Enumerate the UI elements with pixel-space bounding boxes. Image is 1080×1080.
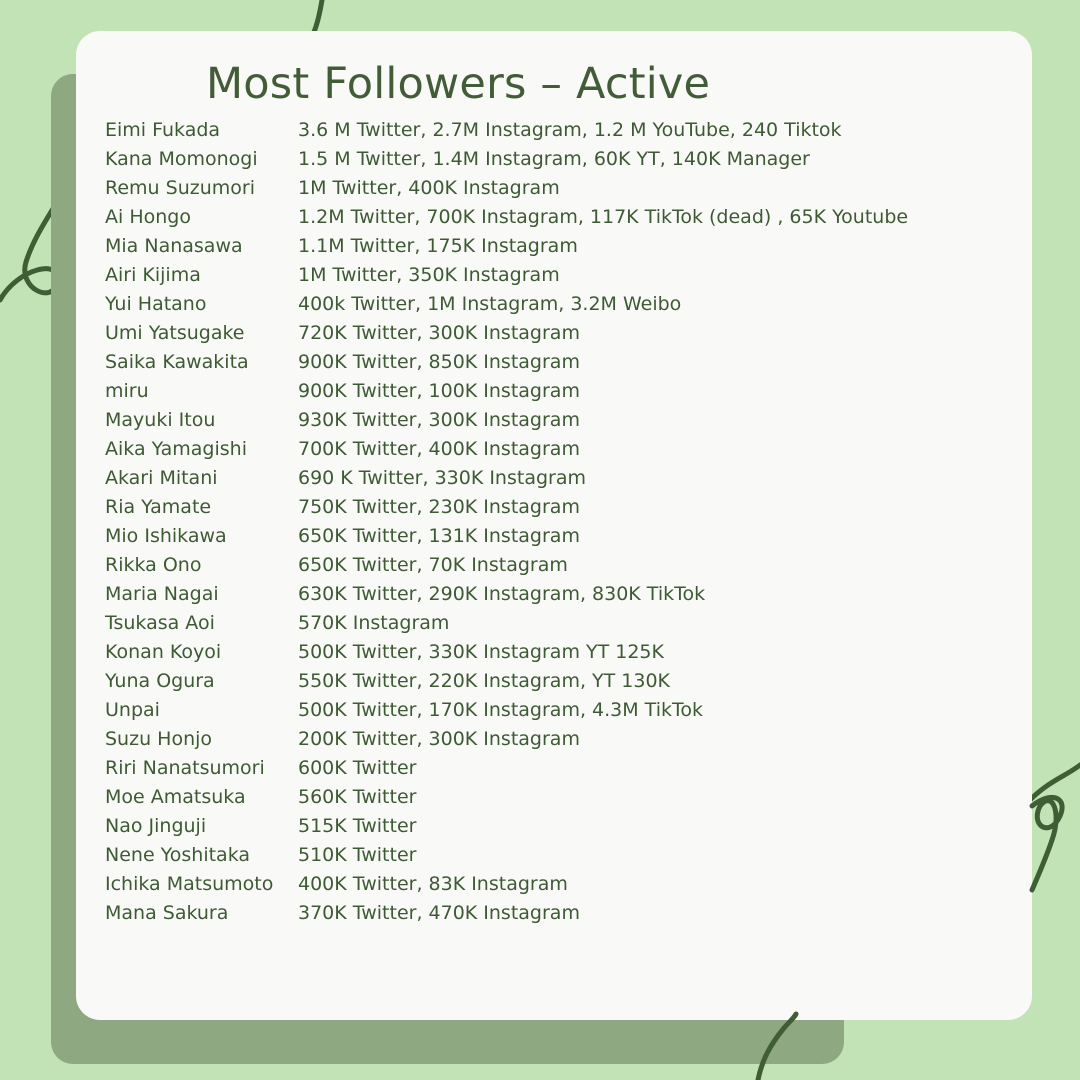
list-item xyxy=(105,898,1005,927)
performer-name: Saika Kawakita xyxy=(105,350,249,373)
list-item xyxy=(105,289,1005,318)
follower-counts: 1.2M Twitter, 700K Instagram, 117K TikTok (dead) , 65K Youtube xyxy=(298,205,909,228)
performer-name: Suzu Honjo xyxy=(105,727,213,750)
follower-counts: 550K Twitter, 220K Instagram, YT 130K xyxy=(298,669,671,692)
list-item xyxy=(105,724,1005,753)
performer-name: Mio Ishikawa xyxy=(105,524,227,547)
list-item xyxy=(105,695,1005,724)
list-item xyxy=(105,463,1005,492)
follower-counts: 400K Twitter, 83K Instagram xyxy=(298,872,568,895)
performer-name: miru xyxy=(105,379,149,402)
performer-name: Nene Yoshitaka xyxy=(105,843,251,866)
list-item xyxy=(105,260,1005,289)
list-item xyxy=(105,840,1005,869)
performer-name: Tsukasa Aoi xyxy=(105,611,215,634)
follower-counts: 750K Twitter, 230K Instagram xyxy=(298,495,580,518)
list-item xyxy=(105,376,1005,405)
list-item xyxy=(105,434,1005,463)
list-item xyxy=(105,579,1005,608)
follower-counts: 600K Twitter xyxy=(298,756,417,779)
list-item xyxy=(105,869,1005,898)
followers-list xyxy=(105,115,1005,927)
follower-counts: 900K Twitter, 850K Instagram xyxy=(298,350,580,373)
performer-name: Akari Mitani xyxy=(105,466,218,489)
list-item xyxy=(105,173,1005,202)
performer-name: Kana Momonogi xyxy=(105,147,258,170)
follower-counts: 570K Instagram xyxy=(298,611,450,634)
list-item xyxy=(105,405,1005,434)
performer-name: Eimi Fukada xyxy=(105,118,221,141)
follower-counts: 1.5 M Twitter, 1.4M Instagram, 60K YT, 140K Manager xyxy=(298,147,810,170)
list-item xyxy=(105,318,1005,347)
performer-name: Yui Hatano xyxy=(105,292,207,315)
follower-counts: 650K Twitter, 70K Instagram xyxy=(298,553,568,576)
performer-name: Konan Koyoi xyxy=(105,640,222,663)
performer-name: Maria Nagai xyxy=(105,582,219,605)
follower-counts: 930K Twitter, 300K Instagram xyxy=(298,408,580,431)
follower-counts: 3.6 M Twitter, 2.7M Instagram, 1.2 M YouTube, 240 Tiktok xyxy=(298,118,842,141)
follower-counts: 560K Twitter xyxy=(298,785,417,808)
performer-name: Rikka Ono xyxy=(105,553,202,576)
follower-counts: 515K Twitter xyxy=(298,814,417,837)
follower-counts: 700K Twitter, 400K Instagram xyxy=(298,437,580,460)
performer-name: Airi Kijima xyxy=(105,263,201,286)
performer-name: Moe Amatsuka xyxy=(105,785,246,808)
list-item xyxy=(105,608,1005,637)
performer-name: Aika Yamagishi xyxy=(105,437,247,460)
follower-counts: 200K Twitter, 300K Instagram xyxy=(298,727,580,750)
list-item xyxy=(105,144,1005,173)
follower-counts: 400k Twitter, 1M Instagram, 3.2M Weibo xyxy=(298,292,682,315)
list-item xyxy=(105,637,1005,666)
page-title: Most Followers – Active xyxy=(206,59,711,109)
follower-counts: 1M Twitter, 350K Instagram xyxy=(298,263,560,286)
list-item xyxy=(105,811,1005,840)
list-item xyxy=(105,202,1005,231)
list-item xyxy=(105,115,1005,144)
performer-name: Mia Nanasawa xyxy=(105,234,243,257)
list-item xyxy=(105,782,1005,811)
performer-name: Yuna Ogura xyxy=(105,669,215,692)
list-item xyxy=(105,492,1005,521)
performer-name: Mayuki Itou xyxy=(105,408,216,431)
follower-counts: 630K Twitter, 290K Instagram, 830K TikTok xyxy=(298,582,706,605)
follower-counts: 900K Twitter, 100K Instagram xyxy=(298,379,580,402)
performer-name: Ai Hongo xyxy=(105,205,191,228)
performer-name: Mana Sakura xyxy=(105,901,229,924)
performer-name: Remu Suzumori xyxy=(105,176,255,199)
follower-counts: 500K Twitter, 330K Instagram YT 125K xyxy=(298,640,664,663)
follower-counts: 690 K Twitter, 330K Instagram xyxy=(298,466,586,489)
list-item xyxy=(105,550,1005,579)
follower-counts: 1.1M Twitter, 175K Instagram xyxy=(298,234,578,257)
follower-counts: 510K Twitter xyxy=(298,843,417,866)
list-item xyxy=(105,521,1005,550)
list-item xyxy=(105,347,1005,376)
performer-name: Ichika Matsumoto xyxy=(105,872,274,895)
list-item xyxy=(105,231,1005,260)
follower-counts: 650K Twitter, 131K Instagram xyxy=(298,524,580,547)
performer-name: Unpai xyxy=(105,698,160,721)
performer-name: Nao Jinguji xyxy=(105,814,207,837)
performer-name: Ria Yamate xyxy=(105,495,212,518)
list-item xyxy=(105,666,1005,695)
performer-name: Umi Yatsugake xyxy=(105,321,245,344)
follower-counts: 720K Twitter, 300K Instagram xyxy=(298,321,580,344)
followers-card xyxy=(76,31,1032,1020)
follower-counts: 1M Twitter, 400K Instagram xyxy=(298,176,560,199)
list-item xyxy=(105,753,1005,782)
performer-name: Riri Nanatsumori xyxy=(105,756,265,779)
follower-counts: 370K Twitter, 470K Instagram xyxy=(298,901,580,924)
follower-counts: 500K Twitter, 170K Instagram, 4.3M TikTok xyxy=(298,698,703,721)
